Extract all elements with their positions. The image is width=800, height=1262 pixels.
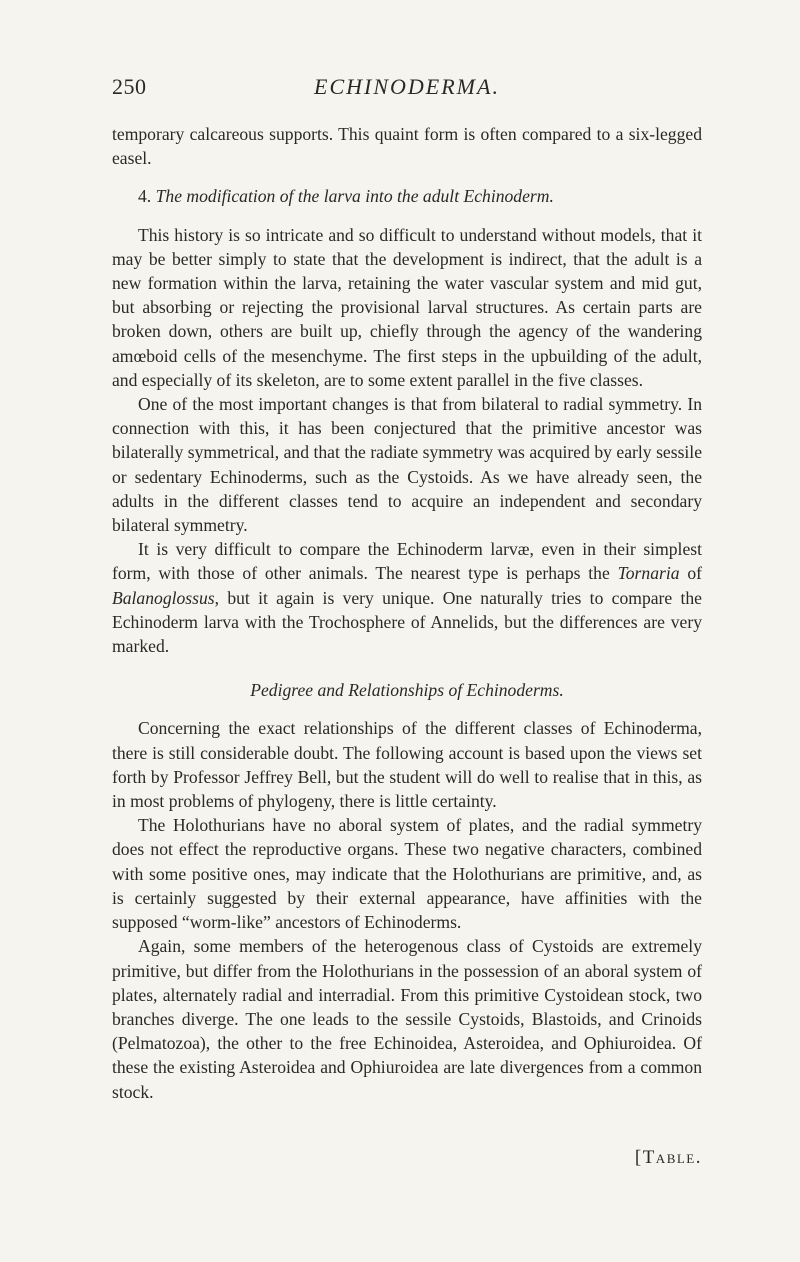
catchword: [Table. xyxy=(634,1147,702,1168)
continuation-paragraph: temporary calcareous supports. This quaint form is often compared to a six-legged easel. xyxy=(112,124,702,169)
running-head: ECHINODERMA. xyxy=(314,74,500,99)
paragraph-holothurians: The Holothurians have no aboral system of plates, and the radial symmetry does not effect the reproductive organs. These two negative characters, combined with some positive ones, may indicate that the Holothurians are primitive, and, as is certainly suggested by their external appearance, have affinities with the supposed “worm-like” ancestors of Echinoderms. xyxy=(112,815,702,933)
page-header xyxy=(112,74,702,110)
paragraph-cystoids: Again, some members of the heterogenous class of Cystoids are extremely primitive, but differ from the Holothurians in the possession of an aboral system of plates, alternately radial and interradial. From this primitive Cystoidean stock, two branches diverge. The one leads to the sessile Cystoids, Blastoids, and Crinoids (Pelmatozoa), the other to the free Echinoidea, Asteroidea, and Ophiuroidea. Of these the existing Asteroidea and Ophiuroidea are late divergences from a common stock. xyxy=(112,936,702,1102)
section-title: The modification of the larva into the adult Echinoderm. xyxy=(155,186,554,207)
section-heading-4 xyxy=(112,184,702,208)
section-number: 4. xyxy=(138,186,152,207)
page-number: 250 xyxy=(112,74,147,99)
italic-balanoglossus: Balanoglossus xyxy=(112,587,215,608)
paragraph-comparison: It is very difficult to compare the Echinoderm larvæ, even in their simplest form, with those of other animals. The nearest type is perhaps the Tornaria of Balanoglossus, but it again is very unique. One naturally tries to compare the Echinoderm larva with the Trochosphere of Annelids, but the differences are very marked. xyxy=(112,539,702,657)
section-heading-pedigree: Pedigree and Relationships of Echinoderms. xyxy=(250,680,564,701)
paragraph-symmetry: One of the most important changes is that from bilateral to radial symmetry. In connection with this, it has been conjectured that the primitive ancestor was bilaterally symmetrical, and that the radiate symmetry was acquired by early sessile or sedentary Echinoderms, such as the Cystoids. As we have already seen, the adults in the different classes tend to acquire an independent and secondary bilateral symmetry. xyxy=(112,394,702,536)
italic-tornaria: Tornaria xyxy=(617,563,680,584)
paragraph-relationships: Concerning the exact relationships of the different classes of Echinoderma, there is still considerable doubt. The following account is based upon the views set forth by Professor Jeffrey Bell, but the student will do well to realise that in this, as in most problems of phylogeny, there is little certainty. xyxy=(112,718,702,812)
paragraph-development: This history is so intricate and so difficult to understand without models, that it may be better simply to state that the development is indirect, that the adult is a new formation within the larva, retaining the water vascular system and mid gut, but absorbing or rejecting the provisional larval structures. As certain parts are broken down, others are built up, chiefly through the agency of the wandering amœboid cells of the mesenchyme. The first steps in the upbuilding of the adult, and especially of its skeleton, are to some extent parallel in the five classes. xyxy=(112,224,702,390)
